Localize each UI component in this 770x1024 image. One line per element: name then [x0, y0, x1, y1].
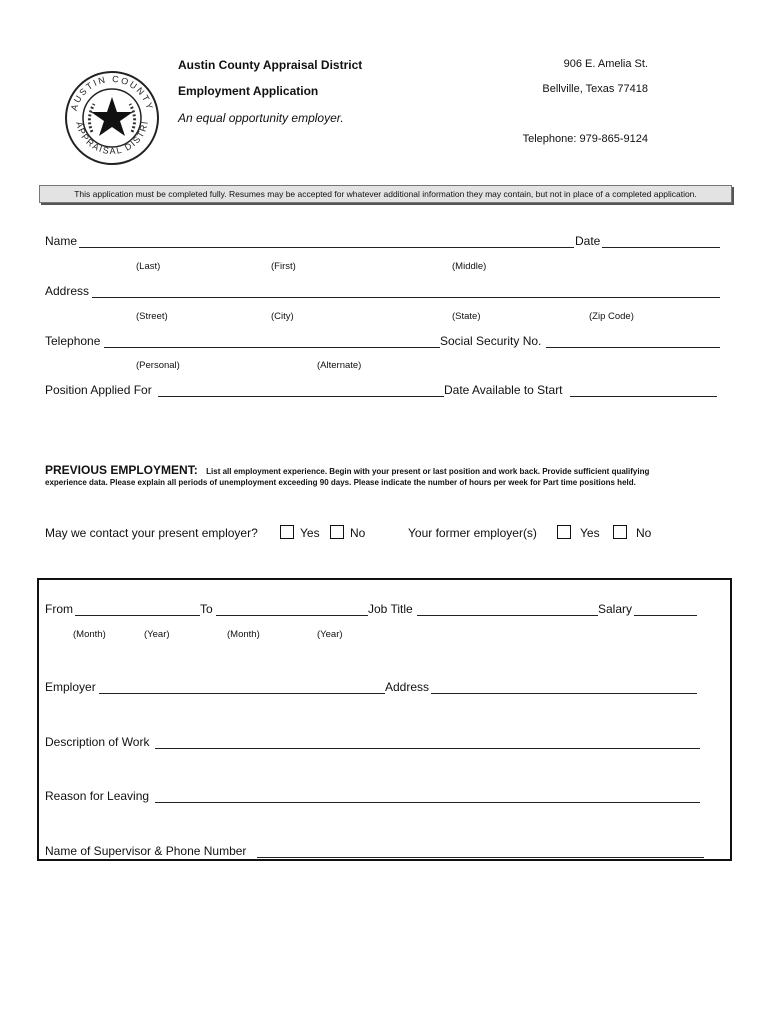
former-no-checkbox[interactable]	[613, 525, 627, 539]
telephone-info: Telephone: 979-865-9124	[522, 133, 648, 145]
contact-former-label: Your former employer(s)	[408, 526, 537, 540]
to-year-label: (Year)	[317, 629, 343, 640]
previous-employment-title: PREVIOUS EMPLOYMENT:	[45, 463, 198, 477]
svg-text:APPRAISAL DISTRICT: APPRAISAL DISTRI	[74, 119, 150, 157]
date-available-label: Date Available to Start	[444, 383, 563, 397]
telephone-sub-personal: (Personal)	[136, 360, 180, 371]
salary-label: Salary	[598, 602, 633, 616]
notice-banner: This application must be completed fully. Resumes may be accepted for whatever additional information they may contain, but not in place of a completed application.	[39, 185, 732, 203]
date-available-field[interactable]	[570, 383, 717, 397]
former-yes-checkbox[interactable]	[557, 525, 571, 539]
document-title: Employment Application	[178, 84, 319, 98]
date-field[interactable]	[602, 234, 720, 248]
present-yes-label: Yes	[300, 526, 320, 540]
ssn-label: Social Security No.	[440, 334, 542, 348]
name-label: Name	[45, 234, 78, 248]
supervisor-label: Name of Supervisor & Phone Number	[45, 844, 247, 858]
svg-text:AUSTIN COUNTY: AUSTIN COUNTY	[68, 73, 156, 113]
former-yes-label: Yes	[580, 526, 600, 540]
address-field[interactable]	[92, 284, 720, 298]
org-name: Austin County Appraisal District	[178, 58, 363, 72]
address-sub-zip: (Zip Code)	[589, 311, 634, 322]
from-month-label: (Month)	[73, 629, 106, 640]
supervisor-field[interactable]	[257, 844, 704, 858]
previous-employment-instructions-1: List all employment experience. Begin with your present or last position and work back. Provide sufficient qualifying	[206, 467, 650, 476]
name-sub-first: (First)	[271, 261, 296, 272]
from-label: From	[45, 602, 73, 616]
address-sub-street: (Street)	[136, 311, 168, 322]
address-label: Address	[45, 284, 90, 298]
job-title-field[interactable]	[417, 602, 598, 616]
name-field[interactable]	[79, 234, 574, 248]
address-sub-city: (City)	[271, 311, 294, 322]
address-street: 906 E. Amelia St.	[563, 58, 648, 70]
to-month-label: (Month)	[227, 629, 260, 640]
previous-employment-heading	[45, 461, 649, 479]
employer-address-field[interactable]	[431, 680, 697, 694]
tagline: An equal opportunity employer.	[178, 111, 344, 125]
salary-field[interactable]	[634, 602, 697, 616]
contact-present-label: May we contact your present employer?	[45, 526, 258, 540]
name-sub-middle: (Middle)	[452, 261, 487, 272]
address-city: Bellville, Texas 77418	[542, 83, 648, 95]
telephone-label: Telephone	[45, 334, 101, 348]
present-no-label: No	[350, 526, 366, 540]
from-field[interactable]	[75, 602, 200, 616]
position-label: Position Applied For	[45, 383, 152, 397]
job-title-label: Job Title	[368, 602, 413, 616]
employment-entry-box	[37, 578, 732, 861]
present-yes-checkbox[interactable]	[280, 525, 294, 539]
date-label: Date	[575, 234, 601, 248]
previous-employment-instructions-2: experience data. Please explain all periods of unemployment exceeding 90 days. Please indicate the number of hours per week for Part time positions held.	[45, 478, 636, 487]
to-label: To	[200, 602, 213, 616]
former-no-label: No	[636, 526, 652, 540]
to-field[interactable]	[216, 602, 368, 616]
telephone-sub-alternate: (Alternate)	[317, 360, 362, 371]
present-no-checkbox[interactable]	[330, 525, 344, 539]
position-field[interactable]	[158, 383, 444, 397]
employer-address-label: Address	[385, 680, 430, 694]
description-field[interactable]	[155, 735, 700, 749]
ssn-field[interactable]	[546, 334, 720, 348]
county-seal-logo	[64, 70, 160, 166]
description-label: Description of Work	[45, 735, 150, 749]
reason-label: Reason for Leaving	[45, 789, 150, 803]
telephone-field[interactable]	[104, 334, 440, 348]
address-sub-state: (State)	[452, 311, 481, 322]
employer-label: Employer	[45, 680, 96, 694]
name-sub-last: (Last)	[136, 261, 161, 272]
star-seal-icon	[64, 70, 160, 166]
employer-field[interactable]	[99, 680, 385, 694]
from-year-label: (Year)	[144, 629, 170, 640]
reason-field[interactable]	[155, 789, 700, 803]
